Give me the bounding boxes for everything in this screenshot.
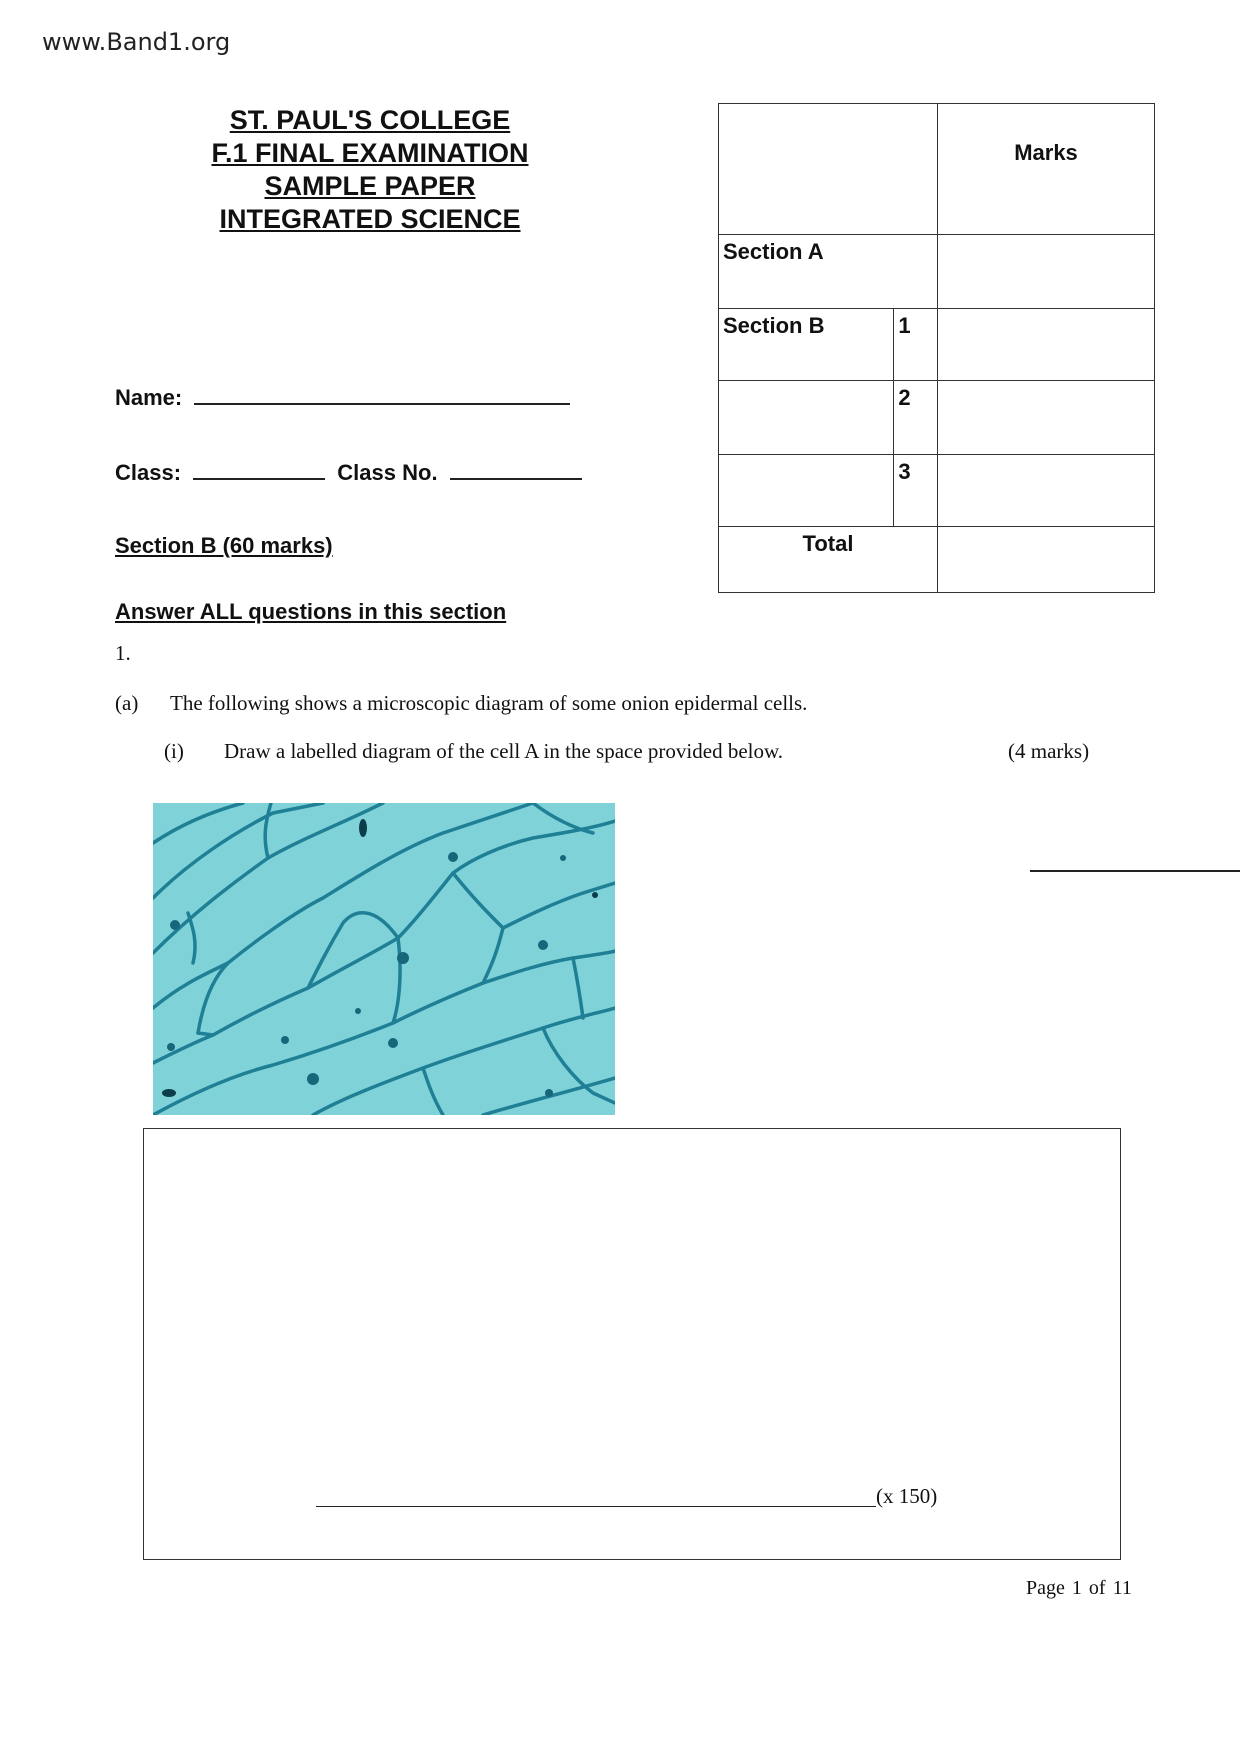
micrograph-svg xyxy=(153,803,615,1115)
section-instruction: Answer ALL questions in this section xyxy=(115,599,507,624)
question-1-marks[interactable] xyxy=(938,309,1155,381)
section-title: Section B (60 marks) xyxy=(115,533,333,558)
question-number: 1. xyxy=(115,641,131,665)
part-i-label: (i) xyxy=(164,739,184,763)
section-a-marks[interactable] xyxy=(938,235,1155,309)
marks-header: Marks xyxy=(938,104,1155,235)
section-a-label: Section A xyxy=(719,235,938,309)
question-2-marks[interactable] xyxy=(938,381,1155,455)
total-marks[interactable] xyxy=(938,527,1155,593)
page-word: Page xyxy=(1026,1577,1065,1599)
caption-blank[interactable] xyxy=(316,1506,876,1507)
part-a-text: The following shows a microscopic diagram of some onion epidermal cells. xyxy=(170,691,808,715)
section-b-blank xyxy=(719,455,894,527)
page-current: 1 xyxy=(1071,1577,1082,1599)
watermark: www.Band1.org xyxy=(42,28,231,56)
subject-title: INTEGRATED SCIENCE xyxy=(219,204,521,234)
part-i-marks: (4 marks) xyxy=(1008,739,1090,763)
page-footer xyxy=(1026,1577,1132,1600)
marks-table xyxy=(718,103,1155,593)
question-3-label: 3 xyxy=(894,455,938,527)
label-line xyxy=(1030,870,1240,872)
class-no-label: Class No. xyxy=(337,460,438,485)
onion-cell-micrograph xyxy=(153,803,615,1115)
exam-header xyxy=(170,104,570,236)
drawing-answer-box[interactable] xyxy=(143,1128,1121,1560)
part-i-text: Draw a labelled diagram of the cell A in the space provided below. xyxy=(224,739,784,763)
exam-title: F.1 FINAL EXAMINATION xyxy=(211,138,529,168)
class-row xyxy=(115,460,588,486)
total-label: Total xyxy=(719,527,938,593)
class-label: Class: xyxy=(115,460,182,485)
page-total: 11 xyxy=(1112,1577,1132,1599)
part-a-label: (a) xyxy=(115,691,139,715)
marks-table-corner xyxy=(719,104,938,235)
question-3-marks[interactable] xyxy=(938,455,1155,527)
question-1-label: 1 xyxy=(894,309,938,381)
question-2-label: 2 xyxy=(894,381,938,455)
name-label: Name: xyxy=(115,385,183,410)
section-b-label: Section B xyxy=(719,309,894,381)
of-word: of xyxy=(1088,1577,1106,1599)
section-b-blank xyxy=(719,381,894,455)
paper-type: SAMPLE PAPER xyxy=(264,171,476,201)
class-field[interactable] xyxy=(193,476,325,480)
name-field[interactable] xyxy=(194,401,570,405)
magnification-label: (x 150) xyxy=(876,1484,938,1508)
name-row xyxy=(115,385,576,411)
school-name: ST. PAUL'S COLLEGE xyxy=(229,105,511,135)
class-no-field[interactable] xyxy=(450,476,582,480)
